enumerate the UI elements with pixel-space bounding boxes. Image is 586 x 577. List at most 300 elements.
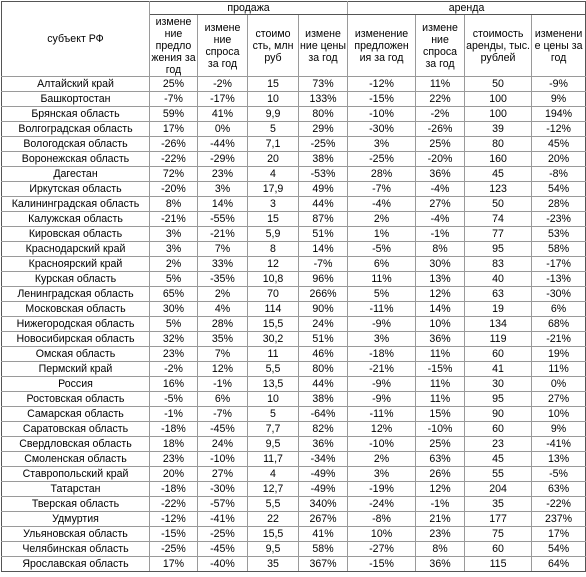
real-estate-table xyxy=(1,1,586,572)
sale-demand-change-cell: 7% xyxy=(198,347,248,362)
table-row xyxy=(2,107,586,122)
sale-price-cell: 5 xyxy=(248,407,299,422)
rent-demand-change-cell: -15% xyxy=(416,362,465,377)
rent-supply-change-cell: 12% xyxy=(348,422,416,437)
sale-supply-change-cell: 5% xyxy=(150,317,198,332)
rent-price-cell: 204 xyxy=(465,482,532,497)
table-row xyxy=(2,317,586,332)
table-row xyxy=(2,272,586,287)
sale-supply-change-cell: 18% xyxy=(150,437,198,452)
column-header-rent-supply-change: изменение предложен ия за год xyxy=(348,15,416,77)
rent-group-header: аренда xyxy=(348,2,586,15)
table-row xyxy=(2,557,586,572)
rent-price-cell: 45 xyxy=(465,167,532,182)
sale-price-cell: 8 xyxy=(248,242,299,257)
sale-demand-change-cell: -35% xyxy=(198,272,248,287)
sale-supply-change-cell: -22% xyxy=(150,497,198,512)
rent-supply-change-cell: 2% xyxy=(348,212,416,227)
sale-price-cell: 13,5 xyxy=(248,377,299,392)
column-header-rent-price: стоимость аренды, тыс. рублей xyxy=(465,15,532,77)
sale-supply-change-cell: 5% xyxy=(150,272,198,287)
region-name-cell: Воронежская область xyxy=(2,152,150,167)
sale-price-cell: 9,5 xyxy=(248,437,299,452)
sale-price-change-cell: -34% xyxy=(299,452,348,467)
sale-price-cell: 5,9 xyxy=(248,227,299,242)
rent-price-change-cell: 28% xyxy=(532,197,586,212)
region-name-cell: Курская область xyxy=(2,272,150,287)
rent-price-cell: 80 xyxy=(465,137,532,152)
rent-demand-change-cell: 11% xyxy=(416,77,465,92)
sale-price-change-cell: 266% xyxy=(299,287,348,302)
sale-demand-change-cell: 14% xyxy=(198,197,248,212)
rent-demand-change-cell: -4% xyxy=(416,182,465,197)
rent-supply-change-cell: -7% xyxy=(348,182,416,197)
rent-demand-change-cell: 11% xyxy=(416,377,465,392)
sale-price-cell: 3 xyxy=(248,197,299,212)
sale-price-cell: 7,1 xyxy=(248,137,299,152)
rent-supply-change-cell: -30% xyxy=(348,122,416,137)
rent-supply-change-cell: -11% xyxy=(348,407,416,422)
table-row xyxy=(2,92,586,107)
rent-supply-change-cell: 6% xyxy=(348,257,416,272)
rent-price-change-cell: 54% xyxy=(532,542,586,557)
table-row xyxy=(2,182,586,197)
sale-price-change-cell: 367% xyxy=(299,557,348,572)
rent-supply-change-cell: -9% xyxy=(348,392,416,407)
rent-supply-change-cell: -24% xyxy=(348,497,416,512)
sale-demand-change-cell: -44% xyxy=(198,137,248,152)
sale-price-cell: 10 xyxy=(248,392,299,407)
rent-demand-change-cell: 27% xyxy=(416,197,465,212)
rent-supply-change-cell: -19% xyxy=(348,482,416,497)
sale-demand-change-cell: 27% xyxy=(198,467,248,482)
column-header-sale-price-change: измене ние цены за год xyxy=(299,15,348,77)
table-row xyxy=(2,527,586,542)
region-name-cell: Новосибирская область xyxy=(2,332,150,347)
rent-demand-change-cell: -1% xyxy=(416,227,465,242)
rent-demand-change-cell: 25% xyxy=(416,137,465,152)
sale-supply-change-cell: 17% xyxy=(150,122,198,137)
rent-price-change-cell: 9% xyxy=(532,422,586,437)
sale-price-cell: 17,9 xyxy=(248,182,299,197)
region-name-cell: Ярославская область xyxy=(2,557,150,572)
rent-supply-change-cell: -21% xyxy=(348,362,416,377)
rent-price-cell: 95 xyxy=(465,392,532,407)
rent-price-cell: 55 xyxy=(465,467,532,482)
rent-demand-change-cell: 8% xyxy=(416,242,465,257)
rent-supply-change-cell: 5% xyxy=(348,287,416,302)
sale-supply-change-cell: 65% xyxy=(150,287,198,302)
sale-supply-change-cell: 2% xyxy=(150,257,198,272)
table-row xyxy=(2,302,586,317)
sale-supply-change-cell: 25% xyxy=(150,77,198,92)
rent-demand-change-cell: 36% xyxy=(416,167,465,182)
table-body xyxy=(2,77,586,572)
sale-price-cell: 11 xyxy=(248,347,299,362)
sale-supply-change-cell: 72% xyxy=(150,167,198,182)
rent-price-cell: 83 xyxy=(465,257,532,272)
rent-price-cell: 41 xyxy=(465,362,532,377)
region-name-cell: Дагестан xyxy=(2,167,150,182)
rent-price-change-cell: 194% xyxy=(532,107,586,122)
sale-supply-change-cell: -22% xyxy=(150,152,198,167)
sale-demand-change-cell: 7% xyxy=(198,242,248,257)
sale-price-change-cell: 58% xyxy=(299,542,348,557)
sale-demand-change-cell: -7% xyxy=(198,407,248,422)
rent-price-cell: 50 xyxy=(465,197,532,212)
sale-demand-change-cell: -2% xyxy=(198,77,248,92)
rent-price-cell: 60 xyxy=(465,347,532,362)
region-name-cell: Ульяновская область xyxy=(2,527,150,542)
rent-demand-change-cell: -4% xyxy=(416,212,465,227)
rent-price-change-cell: 13% xyxy=(532,452,586,467)
rent-demand-change-cell: -26% xyxy=(416,122,465,137)
rent-supply-change-cell: -18% xyxy=(348,347,416,362)
rent-demand-change-cell: 11% xyxy=(416,347,465,362)
table-row xyxy=(2,167,586,182)
sale-demand-change-cell: 4% xyxy=(198,302,248,317)
table-row xyxy=(2,467,586,482)
rent-price-cell: 177 xyxy=(465,512,532,527)
region-name-cell: Смоленская область xyxy=(2,452,150,467)
rent-demand-change-cell: 23% xyxy=(416,527,465,542)
sale-price-change-cell: 36% xyxy=(299,437,348,452)
rent-demand-change-cell: 30% xyxy=(416,257,465,272)
sale-price-change-cell: -7% xyxy=(299,257,348,272)
sale-price-change-cell: 133% xyxy=(299,92,348,107)
rent-price-cell: 60 xyxy=(465,422,532,437)
table-row xyxy=(2,497,586,512)
region-name-cell: Челябинская область xyxy=(2,542,150,557)
rent-price-change-cell: 45% xyxy=(532,137,586,152)
rent-demand-change-cell: -1% xyxy=(416,497,465,512)
rent-price-cell: 90 xyxy=(465,407,532,422)
table-row xyxy=(2,242,586,257)
sale-price-cell: 22 xyxy=(248,512,299,527)
sale-demand-change-cell: -55% xyxy=(198,212,248,227)
rent-demand-change-cell: 12% xyxy=(416,287,465,302)
region-name-cell: Калининградская область xyxy=(2,197,150,212)
sale-supply-change-cell: 23% xyxy=(150,452,198,467)
sale-price-change-cell: 80% xyxy=(299,107,348,122)
column-header-sale-price: стоимо сть, млн руб xyxy=(248,15,299,77)
sale-demand-change-cell: -57% xyxy=(198,497,248,512)
region-name-cell: Башкортостан xyxy=(2,92,150,107)
sale-price-change-cell: -53% xyxy=(299,167,348,182)
table-row xyxy=(2,392,586,407)
rent-price-change-cell: 68% xyxy=(532,317,586,332)
sale-supply-change-cell: -26% xyxy=(150,137,198,152)
region-name-cell: Самарская область xyxy=(2,407,150,422)
sale-price-cell: 114 xyxy=(248,302,299,317)
rent-supply-change-cell: -10% xyxy=(348,437,416,452)
sale-price-cell: 5,5 xyxy=(248,362,299,377)
sale-price-cell: 35 xyxy=(248,557,299,572)
region-name-cell: Саратовская область xyxy=(2,422,150,437)
sale-demand-change-cell: 12% xyxy=(198,362,248,377)
rent-supply-change-cell: -11% xyxy=(348,302,416,317)
table-row xyxy=(2,197,586,212)
sale-demand-change-cell: 41% xyxy=(198,107,248,122)
sale-price-cell: 10,8 xyxy=(248,272,299,287)
sale-price-change-cell: 41% xyxy=(299,527,348,542)
rent-price-change-cell: 10% xyxy=(532,407,586,422)
table-row xyxy=(2,437,586,452)
rent-demand-change-cell: 12% xyxy=(416,482,465,497)
rent-demand-change-cell: 26% xyxy=(416,467,465,482)
table-row xyxy=(2,137,586,152)
sale-supply-change-cell: 3% xyxy=(150,242,198,257)
sale-price-cell: 30,2 xyxy=(248,332,299,347)
rent-price-change-cell: -12% xyxy=(532,122,586,137)
rent-price-change-cell: -30% xyxy=(532,287,586,302)
sale-price-change-cell: -49% xyxy=(299,482,348,497)
rent-supply-change-cell: -10% xyxy=(348,107,416,122)
region-name-cell: Кировская область xyxy=(2,227,150,242)
rent-supply-change-cell: 11% xyxy=(348,272,416,287)
column-header-rent-demand-change: измене ние спроса за год xyxy=(416,15,465,77)
rent-price-change-cell: -23% xyxy=(532,212,586,227)
sale-price-cell: 11,7 xyxy=(248,452,299,467)
rent-demand-change-cell: 15% xyxy=(416,407,465,422)
sale-price-change-cell: -64% xyxy=(299,407,348,422)
table-row xyxy=(2,407,586,422)
rent-price-cell: 50 xyxy=(465,77,532,92)
sale-supply-change-cell: -2% xyxy=(150,362,198,377)
sale-price-change-cell: 14% xyxy=(299,242,348,257)
sale-price-change-cell: 340% xyxy=(299,497,348,512)
region-name-cell: Волгоградская область xyxy=(2,122,150,137)
rent-price-cell: 134 xyxy=(465,317,532,332)
table-row xyxy=(2,347,586,362)
rent-demand-change-cell: 10% xyxy=(416,317,465,332)
rent-price-change-cell: -22% xyxy=(532,497,586,512)
region-name-cell: Омская область xyxy=(2,347,150,362)
table-row xyxy=(2,287,586,302)
rent-demand-change-cell: 36% xyxy=(416,557,465,572)
table-row xyxy=(2,152,586,167)
rent-supply-change-cell: 3% xyxy=(348,137,416,152)
rent-demand-change-cell: 22% xyxy=(416,92,465,107)
sale-supply-change-cell: -12% xyxy=(150,512,198,527)
sale-price-change-cell: -49% xyxy=(299,467,348,482)
sale-supply-change-cell: -5% xyxy=(150,392,198,407)
rent-demand-change-cell: -20% xyxy=(416,152,465,167)
sale-price-cell: 4 xyxy=(248,167,299,182)
sale-demand-change-cell: -21% xyxy=(198,227,248,242)
rent-supply-change-cell: 2% xyxy=(348,452,416,467)
region-name-cell: Россия xyxy=(2,377,150,392)
sale-price-change-cell: 90% xyxy=(299,302,348,317)
sale-price-cell: 4 xyxy=(248,467,299,482)
sale-supply-change-cell: 20% xyxy=(150,467,198,482)
sale-price-change-cell: 80% xyxy=(299,362,348,377)
region-name-cell: Ставропольский край xyxy=(2,467,150,482)
rent-price-change-cell: -17% xyxy=(532,257,586,272)
sale-supply-change-cell: -18% xyxy=(150,422,198,437)
rent-price-cell: 40 xyxy=(465,272,532,287)
table-row xyxy=(2,257,586,272)
region-name-cell: Красноярский край xyxy=(2,257,150,272)
table-row xyxy=(2,227,586,242)
table-row xyxy=(2,422,586,437)
rent-price-cell: 75 xyxy=(465,527,532,542)
region-name-cell: Ленинградская область xyxy=(2,287,150,302)
rent-supply-change-cell: 1% xyxy=(348,227,416,242)
sale-demand-change-cell: -45% xyxy=(198,422,248,437)
rent-supply-change-cell: -15% xyxy=(348,92,416,107)
sale-supply-change-cell: 17% xyxy=(150,557,198,572)
region-name-cell: Удмуртия xyxy=(2,512,150,527)
sale-price-change-cell: 267% xyxy=(299,512,348,527)
table-row xyxy=(2,542,586,557)
rent-price-cell: 123 xyxy=(465,182,532,197)
sale-demand-change-cell: -29% xyxy=(198,152,248,167)
sale-demand-change-cell: 24% xyxy=(198,437,248,452)
rent-demand-change-cell: 63% xyxy=(416,452,465,467)
sale-price-change-cell: 87% xyxy=(299,212,348,227)
sale-demand-change-cell: 3% xyxy=(198,182,248,197)
region-name-cell: Тверская область xyxy=(2,497,150,512)
sale-demand-change-cell: -25% xyxy=(198,527,248,542)
rent-price-change-cell: 58% xyxy=(532,242,586,257)
rent-price-cell: 74 xyxy=(465,212,532,227)
sale-price-cell: 10 xyxy=(248,92,299,107)
sale-supply-change-cell: 3% xyxy=(150,227,198,242)
sale-demand-change-cell: 28% xyxy=(198,317,248,332)
region-name-cell: Татарстан xyxy=(2,482,150,497)
region-name-cell: Свердловская область xyxy=(2,437,150,452)
rent-price-change-cell: 53% xyxy=(532,227,586,242)
sale-demand-change-cell: -10% xyxy=(198,452,248,467)
rent-price-change-cell: 11% xyxy=(532,362,586,377)
sale-demand-change-cell: -30% xyxy=(198,482,248,497)
rent-demand-change-cell: 36% xyxy=(416,332,465,347)
rent-price-change-cell: 63% xyxy=(532,482,586,497)
sale-supply-change-cell: -21% xyxy=(150,212,198,227)
column-header-rent-price-change: изменени е цены за год xyxy=(532,15,586,77)
sale-supply-change-cell: 30% xyxy=(150,302,198,317)
sale-demand-change-cell: -17% xyxy=(198,92,248,107)
rent-price-cell: 160 xyxy=(465,152,532,167)
region-name-cell: Нижегородская область xyxy=(2,317,150,332)
sale-price-cell: 15 xyxy=(248,212,299,227)
region-name-cell: Алтайский край xyxy=(2,77,150,92)
sale-supply-change-cell: -15% xyxy=(150,527,198,542)
sale-price-cell: 15,5 xyxy=(248,527,299,542)
region-name-cell: Брянская область xyxy=(2,107,150,122)
rent-price-change-cell: 64% xyxy=(532,557,586,572)
sale-supply-change-cell: 16% xyxy=(150,377,198,392)
rent-price-cell: 30 xyxy=(465,377,532,392)
rent-price-change-cell: 9% xyxy=(532,92,586,107)
rent-supply-change-cell: -25% xyxy=(348,152,416,167)
sale-supply-change-cell: -1% xyxy=(150,407,198,422)
rent-supply-change-cell: -12% xyxy=(348,77,416,92)
sale-price-cell: 5 xyxy=(248,122,299,137)
region-name-cell: Пермский край xyxy=(2,362,150,377)
sale-price-cell: 12 xyxy=(248,257,299,272)
rent-price-cell: 100 xyxy=(465,92,532,107)
column-header-sale-demand-change: измене ние спроса за год xyxy=(198,15,248,77)
rent-price-change-cell: -9% xyxy=(532,77,586,92)
rent-price-change-cell: 19% xyxy=(532,347,586,362)
sale-price-change-cell: 38% xyxy=(299,152,348,167)
rent-price-cell: 19 xyxy=(465,302,532,317)
rent-demand-change-cell: 21% xyxy=(416,512,465,527)
rent-price-cell: 77 xyxy=(465,227,532,242)
sale-supply-change-cell: -7% xyxy=(150,92,198,107)
rent-demand-change-cell: 11% xyxy=(416,392,465,407)
sale-supply-change-cell: 59% xyxy=(150,107,198,122)
sale-supply-change-cell: -20% xyxy=(150,182,198,197)
sale-supply-change-cell: 8% xyxy=(150,197,198,212)
sale-price-change-cell: 73% xyxy=(299,77,348,92)
sale-price-change-cell: 51% xyxy=(299,227,348,242)
sale-price-change-cell: 49% xyxy=(299,182,348,197)
region-name-cell: Краснодарский край xyxy=(2,242,150,257)
sale-supply-change-cell: 32% xyxy=(150,332,198,347)
rent-price-cell: 23 xyxy=(465,437,532,452)
sale-price-change-cell: 24% xyxy=(299,317,348,332)
sale-price-cell: 7,7 xyxy=(248,422,299,437)
rent-price-change-cell: 237% xyxy=(532,512,586,527)
sale-demand-change-cell: 35% xyxy=(198,332,248,347)
sale-price-change-cell: 96% xyxy=(299,272,348,287)
sale-price-cell: 15,5 xyxy=(248,317,299,332)
rent-demand-change-cell: 25% xyxy=(416,437,465,452)
region-name-cell: Ростовская область xyxy=(2,392,150,407)
sale-price-change-cell: 38% xyxy=(299,392,348,407)
sale-price-cell: 15 xyxy=(248,77,299,92)
rent-supply-change-cell: -5% xyxy=(348,242,416,257)
table-row xyxy=(2,212,586,227)
rent-price-cell: 119 xyxy=(465,332,532,347)
rent-demand-change-cell: -2% xyxy=(416,107,465,122)
table-row xyxy=(2,377,586,392)
region-name-cell: Московская область xyxy=(2,302,150,317)
sale-demand-change-cell: 2% xyxy=(198,287,248,302)
rent-price-cell: 35 xyxy=(465,497,532,512)
sale-price-change-cell: 44% xyxy=(299,377,348,392)
rent-price-change-cell: -13% xyxy=(532,272,586,287)
sale-demand-change-cell: 0% xyxy=(198,122,248,137)
sale-price-cell: 70 xyxy=(248,287,299,302)
rent-supply-change-cell: -9% xyxy=(348,377,416,392)
table-row xyxy=(2,362,586,377)
column-header-sale-supply-change: измене ние предло жения за год xyxy=(151,15,196,76)
sale-demand-change-cell: -1% xyxy=(198,377,248,392)
rent-supply-change-cell: 3% xyxy=(348,467,416,482)
sale-supply-change-cell: -25% xyxy=(150,542,198,557)
rent-demand-change-cell: 13% xyxy=(416,272,465,287)
rent-price-change-cell: 0% xyxy=(532,377,586,392)
sale-demand-change-cell: 33% xyxy=(198,257,248,272)
rent-supply-change-cell: -27% xyxy=(348,542,416,557)
table-row xyxy=(2,122,586,137)
sale-demand-change-cell: -41% xyxy=(198,512,248,527)
rent-price-change-cell: -41% xyxy=(532,437,586,452)
region-name-cell: Вологодская область xyxy=(2,137,150,152)
rent-price-cell: 60 xyxy=(465,542,532,557)
table-row xyxy=(2,332,586,347)
sale-price-cell: 12,7 xyxy=(248,482,299,497)
rent-supply-change-cell: -15% xyxy=(348,557,416,572)
region-name-cell: Иркутская область xyxy=(2,182,150,197)
rent-supply-change-cell: -4% xyxy=(348,197,416,212)
table-row xyxy=(2,77,586,92)
rent-price-change-cell: -5% xyxy=(532,467,586,482)
